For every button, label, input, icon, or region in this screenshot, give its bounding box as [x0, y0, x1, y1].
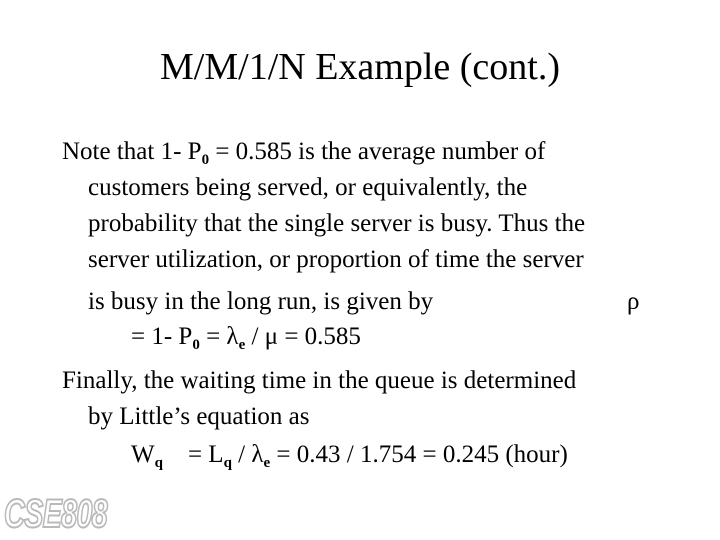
rho-symbol: ρ — [627, 288, 640, 315]
para2-line2: by Little’s equation as — [88, 403, 310, 430]
para2-line1: Finally, the waiting time in the queue is determined — [62, 367, 577, 394]
para1-line4: server utilization, or proportion of time the server — [88, 246, 584, 273]
para1-line5: is busy in the long run, is given by — [88, 288, 434, 315]
utilization-equation: = 1- $P_0 = \lambda_e / \mu = 0.585$ — [131, 323, 361, 353]
cse808-logo: CSE808 — [4, 492, 107, 536]
para1-line1: Note that 1- $P_0 = 0.585$ is the average number of — [62, 138, 546, 168]
para1-line3: probability that the single server is busy. Thus the — [88, 210, 586, 237]
slide-title: M/M/1/N Example (cont.) — [160, 46, 560, 88]
para1-line2: customers being served, or equivalently, the — [88, 174, 528, 201]
waiting-time-equation: $W_q$ = $L_q / \lambda_e = 0.43 / 1.754 = 0.245$ (hour) — [131, 441, 568, 471]
